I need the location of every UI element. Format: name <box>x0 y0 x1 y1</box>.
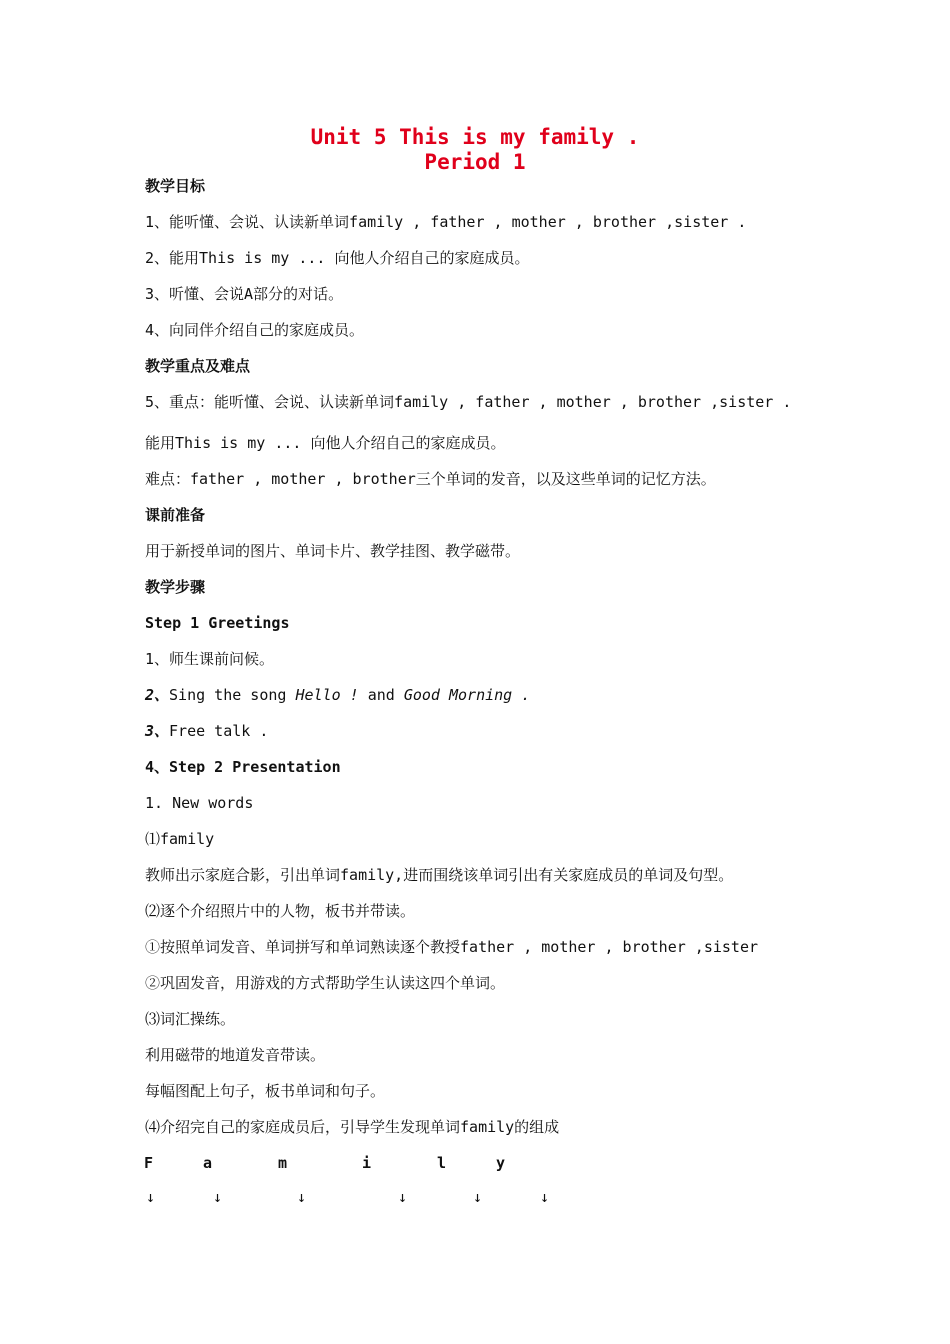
down-arrow-icon: ↓ <box>473 1188 483 1206</box>
tape-reading: 利用磁带的地道发音带读。 <box>145 1046 326 1064</box>
family-letter: m <box>278 1154 288 1172</box>
down-arrow-icon: ↓ <box>398 1188 408 1206</box>
key-point-1: 5、重点：能听懂、会说、认读新单词family , father , mother , brother ,sister . <box>145 393 792 411</box>
picture-sentences: 每幅图配上句子，板书单词和句子。 <box>145 1082 386 1100</box>
down-arrow-icon: ↓ <box>297 1188 307 1206</box>
family-composition: ⑷介绍完自己的家庭成员后，引导学生发现单词family的组成 <box>145 1118 560 1136</box>
document-subtitle: Period 1 <box>424 150 526 174</box>
preparation-text: 用于新授单词的图片、单词卡片、教学挂图、教学磁带。 <box>145 542 521 560</box>
family-description: 教师出示家庭合影，引出单词family,进而围绕该单词引出有关家庭成员的单词及句型。 <box>145 866 734 884</box>
family-letter: a <box>203 1154 213 1172</box>
new-word-family: ⑴family <box>145 830 215 848</box>
family-letter: l <box>437 1154 447 1172</box>
item-number: 2、 <box>145 686 170 704</box>
family-letter: y <box>496 1154 506 1172</box>
step-2-title: 4、Step 2 Presentation <box>145 758 341 776</box>
step-1-title: Step 1 Greetings <box>145 614 290 632</box>
key-points-heading: 教学重点及难点 <box>145 357 251 375</box>
objective-1: 1、能听懂、会说、认读新单词family , father , mother , brother ,sister . <box>145 213 747 231</box>
preparation-heading: 课前准备 <box>145 506 206 524</box>
down-arrow-icon: ↓ <box>540 1188 550 1206</box>
vocabulary-practice: ⑶词汇操练。 <box>145 1010 236 1028</box>
objective-3: 3、听懂、会说A部分的对话。 <box>145 285 344 303</box>
family-letter: F <box>144 1154 154 1172</box>
new-words-heading: 1. New words <box>145 794 254 812</box>
objective-4: 4、向同伴介绍自己的家庭成员。 <box>145 321 365 339</box>
teach-words: ①按照单词发音、单词拼写和单词熟读逐个教授father , mother , brother ,sister <box>145 938 759 956</box>
item-text: Free talk . <box>169 722 269 740</box>
introduce-people: ⑵逐个介绍照片中的人物，板书并带读。 <box>145 902 416 920</box>
song-title-1: Hello ! <box>295 686 359 704</box>
step-1-item-2 <box>145 685 530 705</box>
step-1-item-3 <box>145 721 268 741</box>
difficulty: 难点：father , mother , brother三个单词的发音，以及这些单词的记忆方法。 <box>145 470 716 488</box>
objective-2: 2、能用This is my ... 向他人介绍自己的家庭成员。 <box>145 249 530 267</box>
steps-heading: 教学步骤 <box>145 578 206 596</box>
key-point-2: 能用This is my ... 向他人介绍自己的家庭成员。 <box>145 434 506 452</box>
document-title: Unit 5 This is my family . <box>310 125 640 149</box>
down-arrow-icon: ↓ <box>146 1188 156 1206</box>
item-number: 3、 <box>145 722 170 740</box>
item-text: Sing the song <box>169 686 296 704</box>
song-title-2: Good Morning . <box>403 686 531 704</box>
step-1-item-1: 1、师生课前问候。 <box>145 650 275 668</box>
item-text-and: and <box>358 686 404 704</box>
consolidate-pronunciation: ②巩固发音，用游戏的方式帮助学生认读这四个单词。 <box>145 974 506 992</box>
objectives-heading: 教学目标 <box>145 177 206 195</box>
family-letter: i <box>362 1154 372 1172</box>
down-arrow-icon: ↓ <box>213 1188 223 1206</box>
